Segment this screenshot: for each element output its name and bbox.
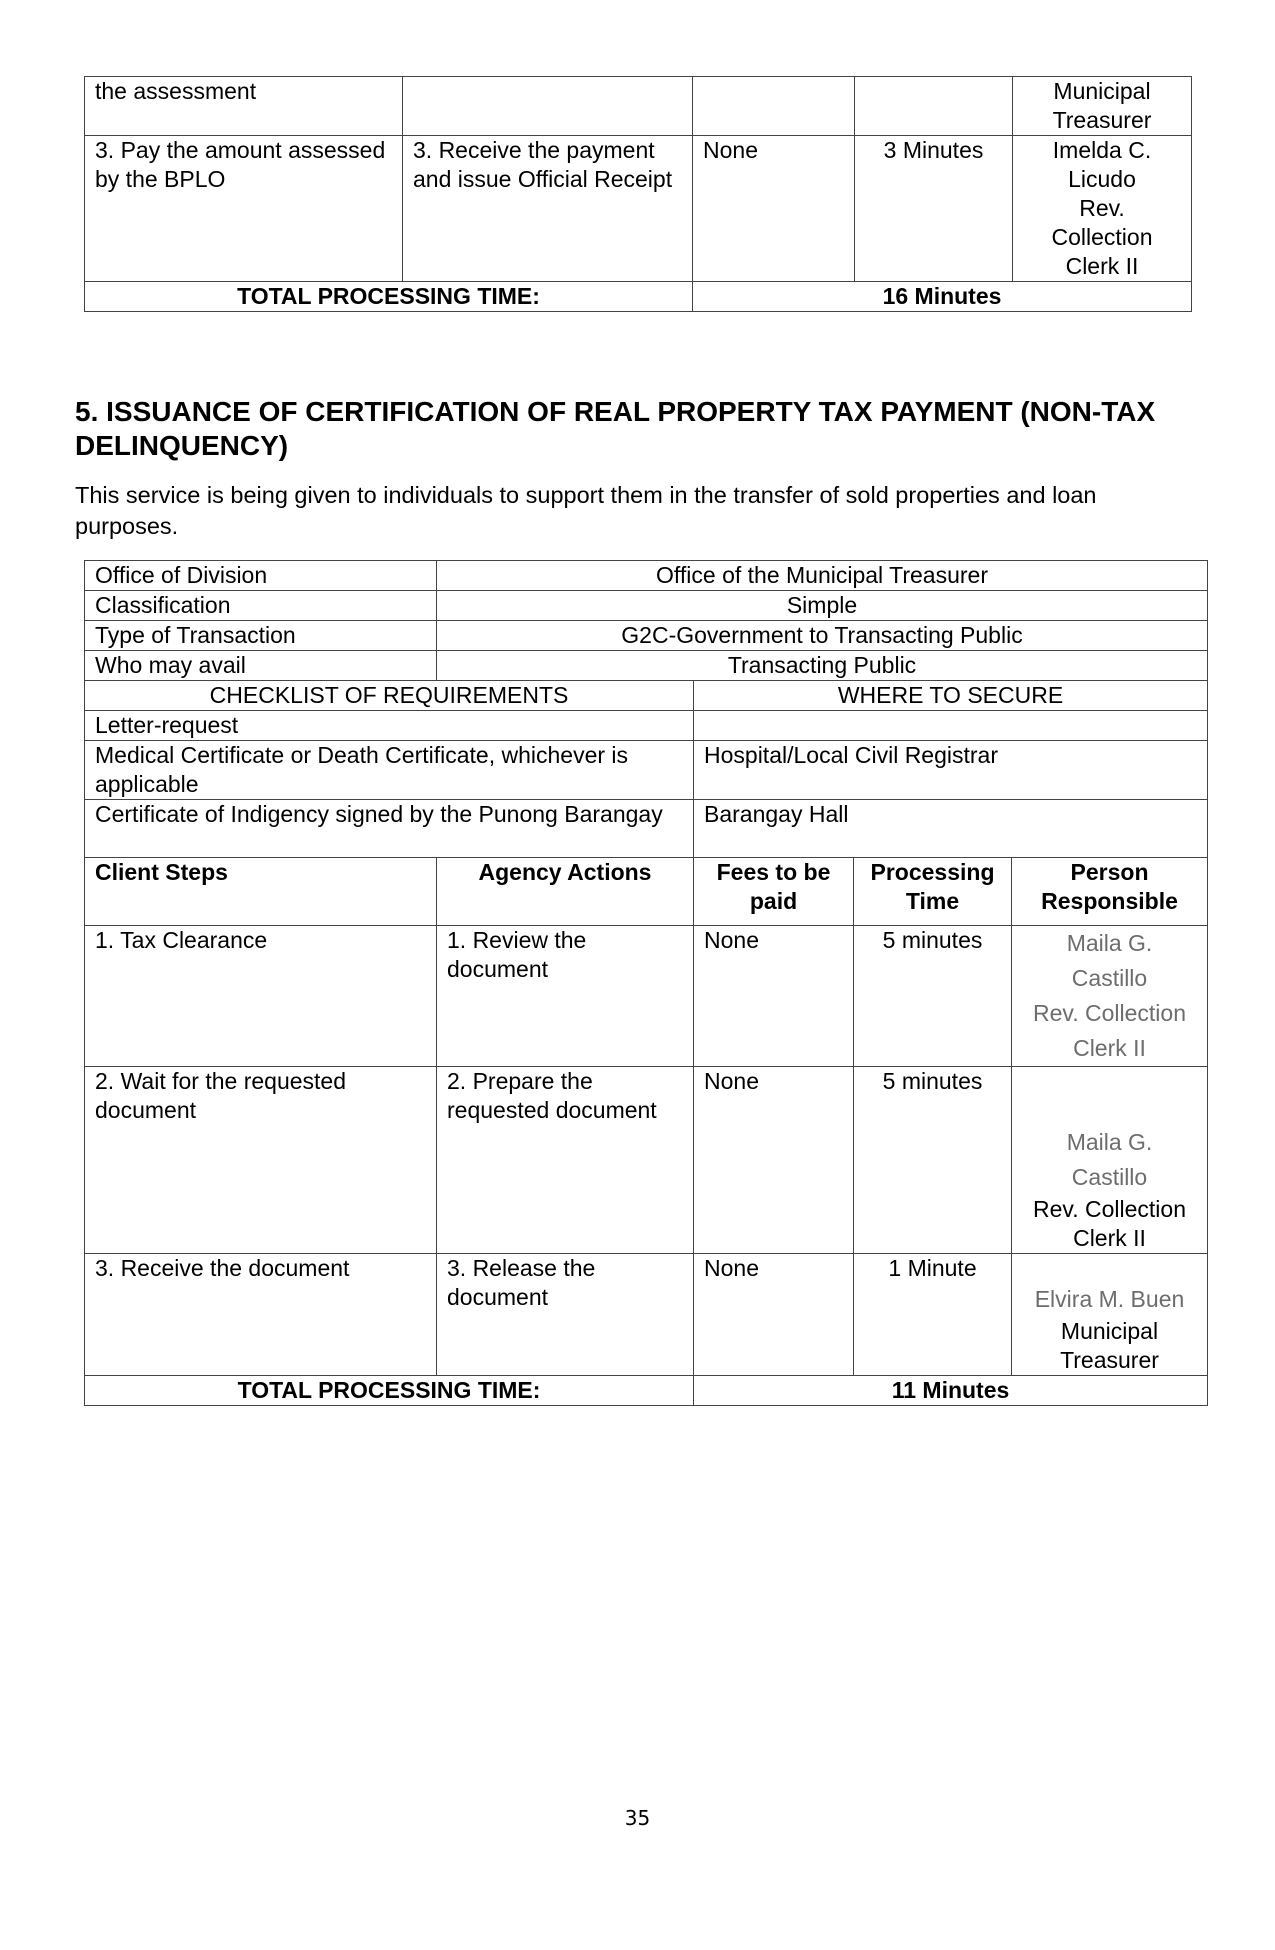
agency-actions-header: Agency Actions <box>437 858 694 926</box>
person-line: Licudo <box>1068 166 1136 192</box>
person-cell <box>1013 77 1192 136</box>
steps-header-row <box>85 858 1208 926</box>
person-cell <box>1012 1254 1208 1376</box>
table-row <box>85 136 1192 282</box>
person-line: Treasurer <box>1052 107 1152 133</box>
time-cell: 3 Minutes <box>855 136 1013 282</box>
transaction-value: G2C-Government to Transacting Public <box>437 621 1208 651</box>
total-value: 11 Minutes <box>694 1376 1208 1406</box>
person-cell <box>1013 136 1192 282</box>
person-line: Imelda C. <box>1052 137 1152 163</box>
time-cell: 5 minutes <box>854 1067 1012 1254</box>
fees-cell <box>693 77 855 136</box>
person-line: Rev. Collection <box>1033 1196 1186 1222</box>
person-line: Municipal <box>1060 1318 1159 1344</box>
requirement-name: Certificate of Indigency signed by the Punong Barangay <box>85 800 694 858</box>
person-line: Elvira M. Buen <box>1034 1286 1185 1312</box>
requirement-where <box>694 711 1208 741</box>
fees-cell: None <box>694 1254 854 1376</box>
table-row <box>85 926 1208 1067</box>
info-row-transaction <box>85 621 1208 651</box>
service-table <box>84 560 1208 1406</box>
fees-header: Fees to be paid <box>694 858 854 926</box>
person-line: Maila G. <box>1066 930 1153 956</box>
person-line: Collection <box>1051 224 1153 250</box>
agency-action-cell: 3. Release the document <box>437 1254 694 1376</box>
office-label: Office of Division <box>85 561 437 591</box>
requirement-name: Medical Certificate or Death Certificate, whichever is applicable <box>85 741 694 800</box>
client-step-cell: the assessment <box>85 77 403 136</box>
person-cell <box>1012 1067 1208 1254</box>
processing-time-header: Processing Time <box>854 858 1012 926</box>
table-row <box>85 77 1192 136</box>
time-cell <box>855 77 1013 136</box>
table-row <box>85 1067 1208 1254</box>
total-row <box>85 1376 1208 1406</box>
page-number: 35 <box>624 1806 651 1830</box>
info-row-classification <box>85 591 1208 621</box>
client-steps-header: Client Steps <box>85 858 437 926</box>
agency-action-cell: 2. Prepare the requested document <box>437 1067 694 1254</box>
continued-steps-table <box>84 76 1192 312</box>
avail-label: Who may avail <box>85 651 437 681</box>
total-value: 16 Minutes <box>693 282 1192 312</box>
person-line: Clerk II <box>1065 253 1139 279</box>
agency-action-cell <box>403 77 693 136</box>
person-line: Castillo <box>1071 1164 1148 1190</box>
avail-value: Transacting Public <box>437 651 1208 681</box>
where-header: WHERE TO SECURE <box>694 681 1208 711</box>
requirement-row <box>85 800 1208 858</box>
agency-action-cell: 3. Receive the payment and issue Official Receipt <box>403 136 693 282</box>
client-step-cell: 2. Wait for the requested document <box>85 1067 437 1254</box>
client-step-cell: 1. Tax Clearance <box>85 926 437 1067</box>
person-line: Clerk II <box>1073 1035 1146 1061</box>
requirement-row <box>85 741 1208 800</box>
fees-cell: None <box>694 1067 854 1254</box>
transaction-label: Type of Transaction <box>85 621 437 651</box>
total-label: TOTAL PROCESSING TIME: <box>85 282 693 312</box>
person-line: Municipal <box>1053 78 1151 104</box>
requirement-where: Hospital/Local Civil Registrar <box>694 741 1208 800</box>
person-line: Rev. Collection <box>1033 1000 1186 1026</box>
info-row-avail <box>85 651 1208 681</box>
total-label: TOTAL PROCESSING TIME: <box>85 1376 694 1406</box>
person-line: Clerk II <box>1073 1225 1146 1251</box>
person-line: Treasurer <box>1060 1347 1159 1373</box>
classification-value: Simple <box>437 591 1208 621</box>
info-row-office <box>85 561 1208 591</box>
person-cell <box>1012 926 1208 1067</box>
office-value: Office of the Municipal Treasurer <box>437 561 1208 591</box>
client-step-cell: 3. Pay the amount assessed by the BPLO <box>85 136 403 282</box>
time-cell: 5 minutes <box>854 926 1012 1067</box>
person-line: Maila G. <box>1066 1129 1153 1155</box>
client-step-cell: 3. Receive the document <box>85 1254 437 1376</box>
section-heading: 5. ISSUANCE OF CERTIFICATION OF REAL PROPERTY TAX PAYMENT (NON-TAX DELINQUENCY) <box>75 396 1156 461</box>
checklist-header: CHECKLIST OF REQUIREMENTS <box>85 681 694 711</box>
table-row <box>85 1254 1208 1376</box>
total-row <box>85 282 1192 312</box>
section-intro: This service is being given to individuals to support them in the transfer of sold properties and loan purposes. <box>75 482 1097 539</box>
requirement-where: Barangay Hall <box>694 800 1208 858</box>
fees-cell: None <box>694 926 854 1067</box>
fees-cell: None <box>693 136 855 282</box>
person-line: Rev. <box>1079 195 1125 221</box>
requirement-name: Letter-request <box>85 711 694 741</box>
agency-action-cell: 1. Review the document <box>437 926 694 1067</box>
requirements-header-row <box>85 681 1208 711</box>
person-line: Castillo <box>1071 965 1148 991</box>
time-cell: 1 Minute <box>854 1254 1012 1376</box>
classification-label: Classification <box>85 591 437 621</box>
requirement-row <box>85 711 1208 741</box>
person-responsible-header: Person Responsible <box>1012 858 1208 926</box>
